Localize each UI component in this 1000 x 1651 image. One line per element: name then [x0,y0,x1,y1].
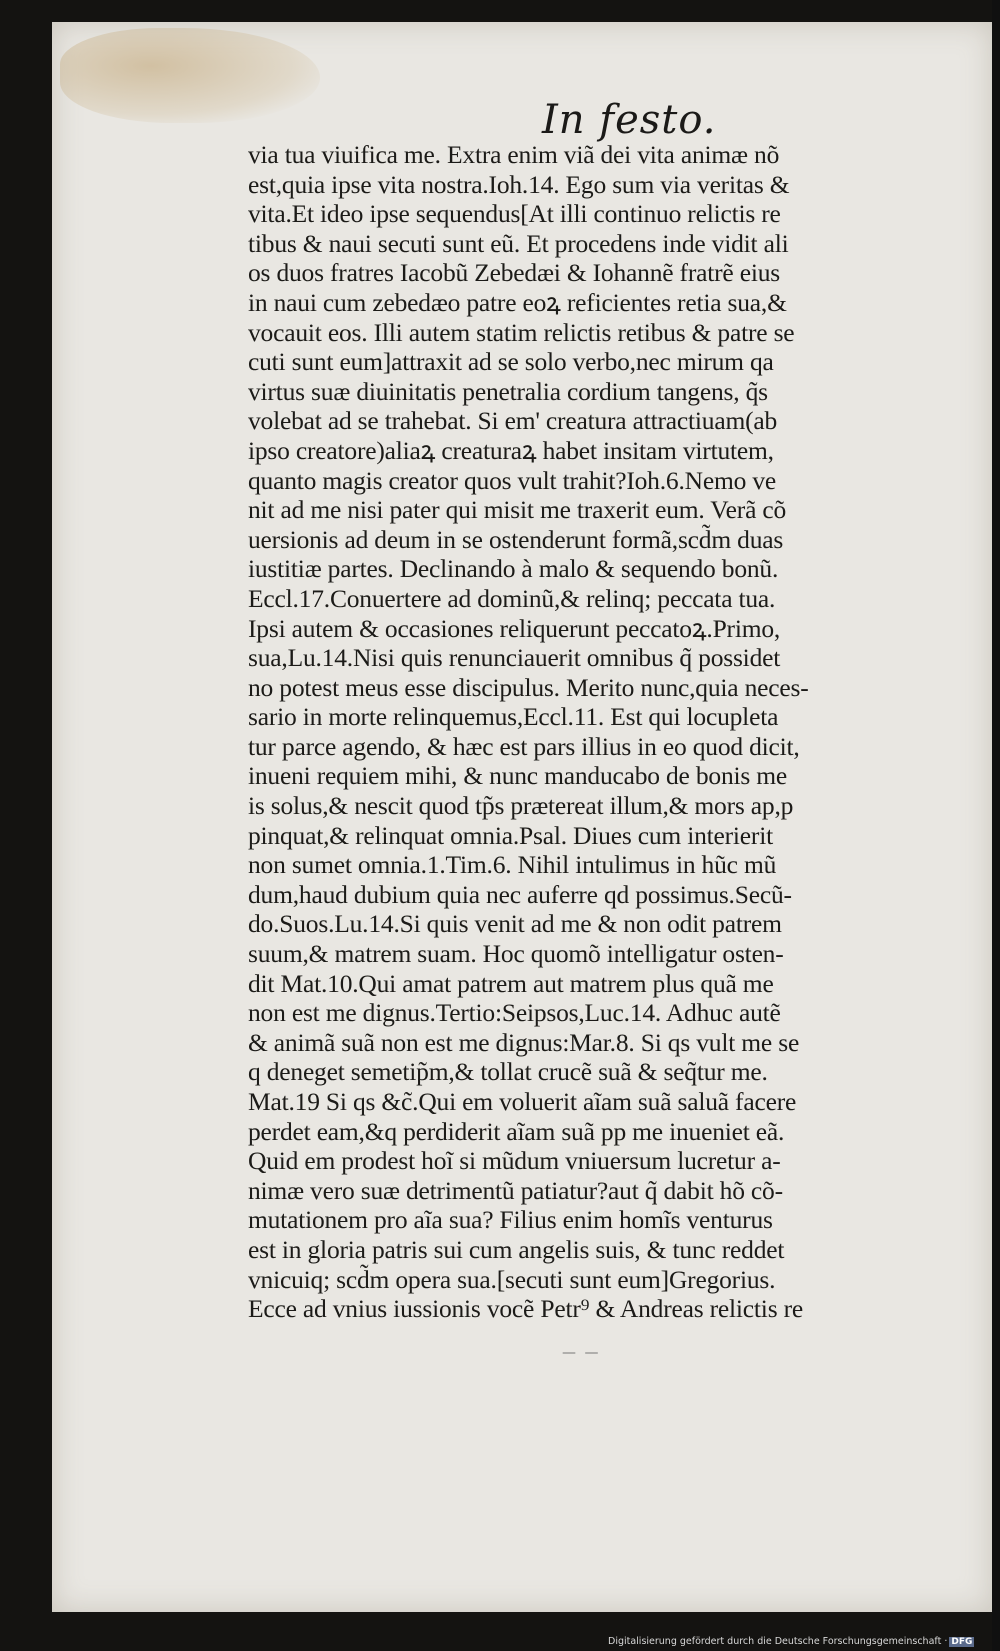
text-line: nit ad me nisi pater qui misit me traxerit eum. Verã cõ [248,495,787,525]
text-line: sario in morte relinquemus,Eccl.11. Est qui locupleta [248,702,779,732]
credit-text: Digitalisierung gefördert durch die Deutsche Forschungsgemeinschaft · [608,1636,948,1647]
text-line: Ecce ad vnius iussionis vocẽ Petr⁹ & Andreas relictis re [248,1294,804,1324]
text-line: Quid em prodest hoĩ si mũdum vniuersum lucretur a- [248,1146,781,1176]
text-line: in naui cum zebedæo patre eoꝝ reficientes retia sua,& [248,287,787,317]
body-text [248,140,968,1324]
digitization-credit [608,1636,974,1647]
text-line: Mat.19 Si qs &c̃.Qui em voluerit aĩam suã saluã facere [248,1087,797,1116]
text-line: mutationem pro aĩa sua? Filius enim homĩs venturus [248,1205,773,1235]
text-line: tur parce agendo, & hæc est pars illius in eo quod dicit, [248,731,800,761]
text-line: est,quia ipse vita nostra.Ioh.14. Ego sum via veritas & [248,169,790,199]
text-line: inueni requiem mihi, & nunc manducabo de bonis me [248,761,788,791]
text-line: q deneget semetip̃m,& tollat crucẽ suã & seq̃tur me. [248,1057,768,1087]
text-line: dit Mat.10.Qui amat patrem aut matrem plus quã me [248,968,774,998]
text-line: perdet eam,&q perdiderit aĩam suã pp me inueniet eã. [248,1116,785,1146]
footer-mark: — — [562,1345,601,1361]
text-line: Ipsi autem & occasiones reliquerunt peccatoꝝ.Primo, [248,613,781,643]
dfg-logo: DFG [951,1637,973,1647]
text-line: non sumet omnia.1.Tim.6. Nihil intulimus in hũc mũ [248,850,777,880]
text-line: & animã suã non est me dignus:Mar.8. Si qs vult me se [248,1027,800,1057]
page-edge-shadow [992,0,1000,1651]
text-line: suum,& matrem suam. Hoc quomõ intelligatur osten- [248,939,784,969]
text-line: via tua viuifica me. Extra enim viã dei vita animæ nõ [248,140,780,169]
text-line: volebat ad se trahebat. Si em' creatura attractiuam(ab [248,406,778,436]
text-line: vita.Et ideo ipse sequendus[At illi continuo relictis re [248,199,781,229]
text-line: do.Suos.Lu.14.Si quis venit ad me & non odit patrem [248,909,782,939]
book-page [52,22,992,1612]
text-line: no potest meus esse discipulus. Merito nunc,quia neces- [248,672,809,702]
text-line: vocauit eos. Illi autem statim relictis retibus & patre se [248,317,795,347]
running-head: In festo. [542,97,717,143]
text-line: vnicuiq; scd̃m opera sua.[secuti sunt eum]Gregorius. [248,1264,776,1294]
text-line: iustitiæ partes. Declinando à malo & sequendo bonũ. [248,554,779,584]
text-line: ipso creatore)aliaꝝ creaturaꝝ habet insitam virtutem, [248,435,774,465]
text-line: est in gloria patris sui cum angelis suis, & tunc reddet [248,1234,785,1264]
text-line: nimæ vero suæ detrimentũ patiatur?aut q̃ dabit hõ cõ- [248,1175,783,1205]
text-line: Eccl.17.Conuertere ad dominũ,& relinq; peccata tua. [248,583,776,613]
text-line: os duos fratres Iacobũ Zebedæi & Iohannẽ fratrẽ eius [248,258,780,288]
text-line: quanto magis creator quos vult trahit?Ioh.6.Nemo ve [248,465,776,495]
paper-stain [60,28,320,123]
text-line: sua,Lu.14.Nisi quis renunciauerit omnibus q̃ possidet [248,643,781,673]
text-line: pinquat,& relinquat omnia.Psal. Diues cum interierit [248,820,773,850]
text-line: uersionis ad deum in se ostenderunt formã,scd̃m duas [248,524,784,554]
text-line: dum,haud dubium quia nec auferre qd possimus.Secũ- [248,879,792,909]
text-line: non est me dignus.Tertio:Seipsos,Luc.14. Adhuc autẽ [248,998,781,1028]
text-line: virtus suæ diuinitatis penetralia cordium tangens, q̃s [248,376,768,406]
text-line: is solus,& nescit quod tp̃s prætereat illum,& mors ap,p [248,791,794,821]
text-line: cuti sunt eum]attraxit ad se solo verbo,nec mirum qa [248,347,774,377]
text-line: tibus & naui secuti sunt eũ. Et procedens inde vidit ali [248,228,789,258]
